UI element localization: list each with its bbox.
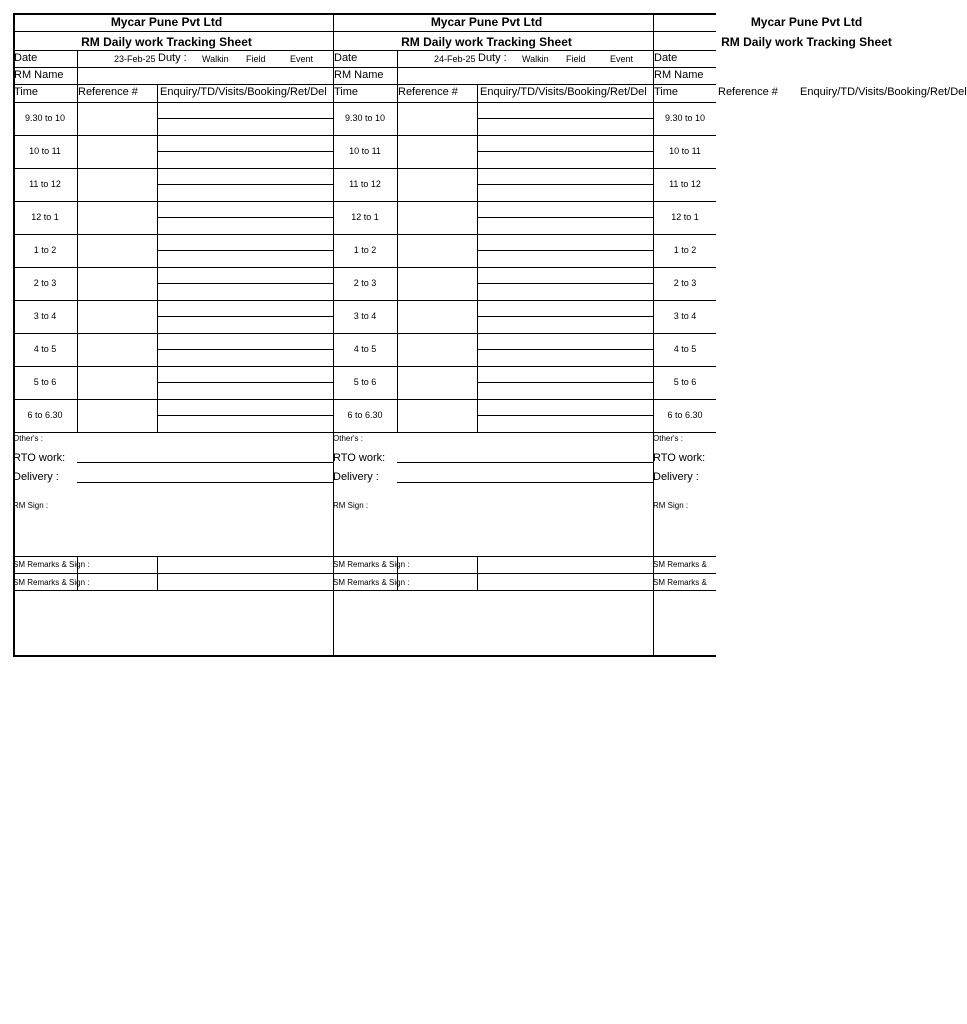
time-slot-label: 6 to 6.30: [347, 410, 383, 420]
duty-walkin-option: Walkin: [522, 54, 549, 64]
grid-line: [13, 67, 716, 68]
sm-remarks-label: SM Remarks & Sign :: [333, 578, 410, 587]
rto-work-label: RTO work:: [653, 452, 706, 464]
time-slot-label: 12 to 1: [671, 212, 699, 222]
company-name: Mycar Pune Pvt Ltd: [110, 15, 223, 29]
time-slot-label: 5 to 6: [33, 377, 57, 387]
rm-sign-label: RM Sign :: [653, 501, 689, 510]
sm-remarks-label: SM Remarks & Sign :: [333, 560, 410, 569]
date-label: Date: [334, 52, 358, 64]
grid-line: [13, 234, 716, 235]
delivery-label: Delivery :: [653, 471, 699, 483]
sheet-title: RM Daily work Tracking Sheet: [81, 35, 252, 49]
time-slot-label: 10 to 11: [349, 146, 381, 156]
activity-sub-line: [157, 151, 333, 152]
delivery-label: Delivery :: [13, 471, 59, 483]
others-label: Other's :: [333, 434, 363, 443]
time-slot-label: 11 to 12: [29, 179, 61, 189]
activity-sub-line: [477, 184, 653, 185]
grid-line: [77, 50, 78, 67]
activity-sub-line: [477, 382, 653, 383]
left-border: [13, 13, 15, 656]
time-slot-label: 5 to 6: [673, 377, 697, 387]
grid-line: [13, 168, 716, 169]
activity-column-header: Enquiry/TD/Visits/Booking/Ret/Del: [160, 86, 327, 98]
delivery-label: Delivery :: [333, 471, 379, 483]
activity-column-header: Enquiry/TD/Visits/Booking/Ret/Del: [800, 86, 967, 98]
rm-name-label: RM Name: [654, 69, 704, 81]
time-slot-label: 1 to 2: [353, 245, 377, 255]
rto-fill-line: [77, 462, 333, 463]
activity-sub-line: [477, 349, 653, 350]
sheet-separator: [333, 13, 334, 656]
duty-label: Duty :: [158, 52, 187, 64]
time-slot-label: 9.30 to 10: [664, 113, 706, 123]
date-value: 24-Feb-25: [434, 54, 476, 64]
grid-line: [397, 67, 398, 84]
time-slot-label: 4 to 5: [353, 344, 377, 354]
activity-sub-line: [157, 118, 333, 119]
activity-sub-line: [477, 415, 653, 416]
grid-line: [13, 590, 716, 591]
time-slot-label: 1 to 2: [673, 245, 697, 255]
sm-table-bottom: [13, 655, 716, 657]
time-slot-label: 11 to 12: [349, 179, 381, 189]
sm-remarks-label: SM Remarks &: [653, 560, 707, 569]
activity-sub-line: [157, 382, 333, 383]
duty-event-option: Event: [610, 54, 634, 64]
grid-line: [13, 102, 716, 103]
grid-line: [13, 366, 716, 367]
activity-sub-line: [157, 316, 333, 317]
grid-line: [13, 573, 716, 574]
sheet-title: RM Daily work Tracking Sheet: [721, 35, 892, 49]
rm-name-label: RM Name: [334, 69, 384, 81]
activity-column-header: Enquiry/TD/Visits/Booking/Ret/Del: [480, 86, 647, 98]
activity-sub-line: [477, 283, 653, 284]
date-label: Date: [14, 52, 38, 64]
rm-name-label: RM Name: [14, 69, 64, 81]
time-column-header: Time: [14, 86, 39, 98]
time-slot-label: 12 to 1: [31, 212, 59, 222]
time-slot-label: 9.30 to 10: [24, 113, 66, 123]
activity-sub-line: [477, 250, 653, 251]
activity-sub-line: [157, 415, 333, 416]
top-border: [13, 13, 716, 15]
duty-field-option: Field: [566, 54, 586, 64]
grid-line: [13, 432, 716, 433]
time-slot-label: 10 to 11: [669, 146, 701, 156]
grid-line: [157, 84, 158, 432]
date-label: Date: [654, 52, 678, 64]
grid-line: [397, 50, 398, 67]
others-label: Other's :: [653, 434, 683, 443]
date-value: 23-Feb-25: [114, 54, 156, 64]
activity-sub-line: [477, 217, 653, 218]
time-slot-label: 2 to 3: [33, 278, 57, 288]
time-slot-label: 2 to 3: [673, 278, 697, 288]
activity-sub-line: [157, 283, 333, 284]
rm-sign-label: RM Sign :: [13, 501, 49, 510]
time-slot-label: 3 to 4: [33, 311, 57, 321]
grid-line: [13, 201, 716, 202]
rto-fill-line: [397, 462, 653, 463]
duty-walkin-option: Walkin: [202, 54, 229, 64]
grid-line: [13, 399, 716, 400]
reference-column-header: Reference #: [398, 86, 458, 98]
grid-line: [77, 84, 78, 432]
grid-line: [77, 67, 78, 84]
activity-sub-line: [157, 250, 333, 251]
activity-sub-line: [477, 316, 653, 317]
grid-line: [13, 84, 716, 85]
time-slot-label: 1 to 2: [33, 245, 57, 255]
grid-line: [13, 31, 716, 32]
time-slot-label: 2 to 3: [353, 278, 377, 288]
delivery-fill-line: [397, 482, 653, 483]
duty-field-option: Field: [246, 54, 266, 64]
activity-sub-line: [157, 184, 333, 185]
delivery-fill-line: [77, 482, 333, 483]
sm-remarks-label: SM Remarks &: [653, 578, 707, 587]
grid-line: [397, 84, 398, 432]
grid-line: [13, 300, 716, 301]
time-slot-label: 6 to 6.30: [27, 410, 63, 420]
sm-table-top: [13, 556, 716, 557]
duty-label: Duty :: [478, 52, 507, 64]
time-column-header: Time: [334, 86, 359, 98]
activity-sub-line: [157, 349, 333, 350]
grid-line: [477, 84, 478, 432]
time-slot-label: 3 to 4: [673, 311, 697, 321]
reference-column-header: Reference #: [718, 86, 778, 98]
grid-line: [13, 50, 716, 51]
time-slot-label: 12 to 1: [351, 212, 379, 222]
duty-event-option: Event: [290, 54, 314, 64]
grid-line: [13, 135, 716, 136]
others-label: Other's :: [13, 434, 43, 443]
activity-sub-line: [157, 217, 333, 218]
time-slot-label: 4 to 5: [673, 344, 697, 354]
reference-column-header: Reference #: [78, 86, 138, 98]
time-column-header: Time: [654, 86, 679, 98]
sheet-separator: [653, 13, 654, 656]
grid-line: [13, 267, 716, 268]
activity-sub-line: [477, 151, 653, 152]
time-slot-label: 11 to 12: [669, 179, 701, 189]
grid-line: [13, 333, 716, 334]
time-slot-label: 10 to 11: [29, 146, 61, 156]
sm-remarks-label: SM Remarks & Sign :: [13, 578, 90, 587]
time-slot-label: 9.30 to 10: [344, 113, 386, 123]
time-slot-label: 3 to 4: [353, 311, 377, 321]
activity-sub-line: [477, 118, 653, 119]
company-name: Mycar Pune Pvt Ltd: [430, 15, 543, 29]
sm-remarks-label: SM Remarks & Sign :: [13, 560, 90, 569]
sheet-title: RM Daily work Tracking Sheet: [401, 35, 572, 49]
rto-work-label: RTO work:: [333, 452, 386, 464]
company-name: Mycar Pune Pvt Ltd: [750, 15, 863, 29]
rm-sign-label: RM Sign :: [333, 501, 369, 510]
time-slot-label: 5 to 6: [353, 377, 377, 387]
rto-work-label: RTO work:: [13, 452, 66, 464]
time-slot-label: 6 to 6.30: [667, 410, 703, 420]
time-slot-label: 4 to 5: [33, 344, 57, 354]
